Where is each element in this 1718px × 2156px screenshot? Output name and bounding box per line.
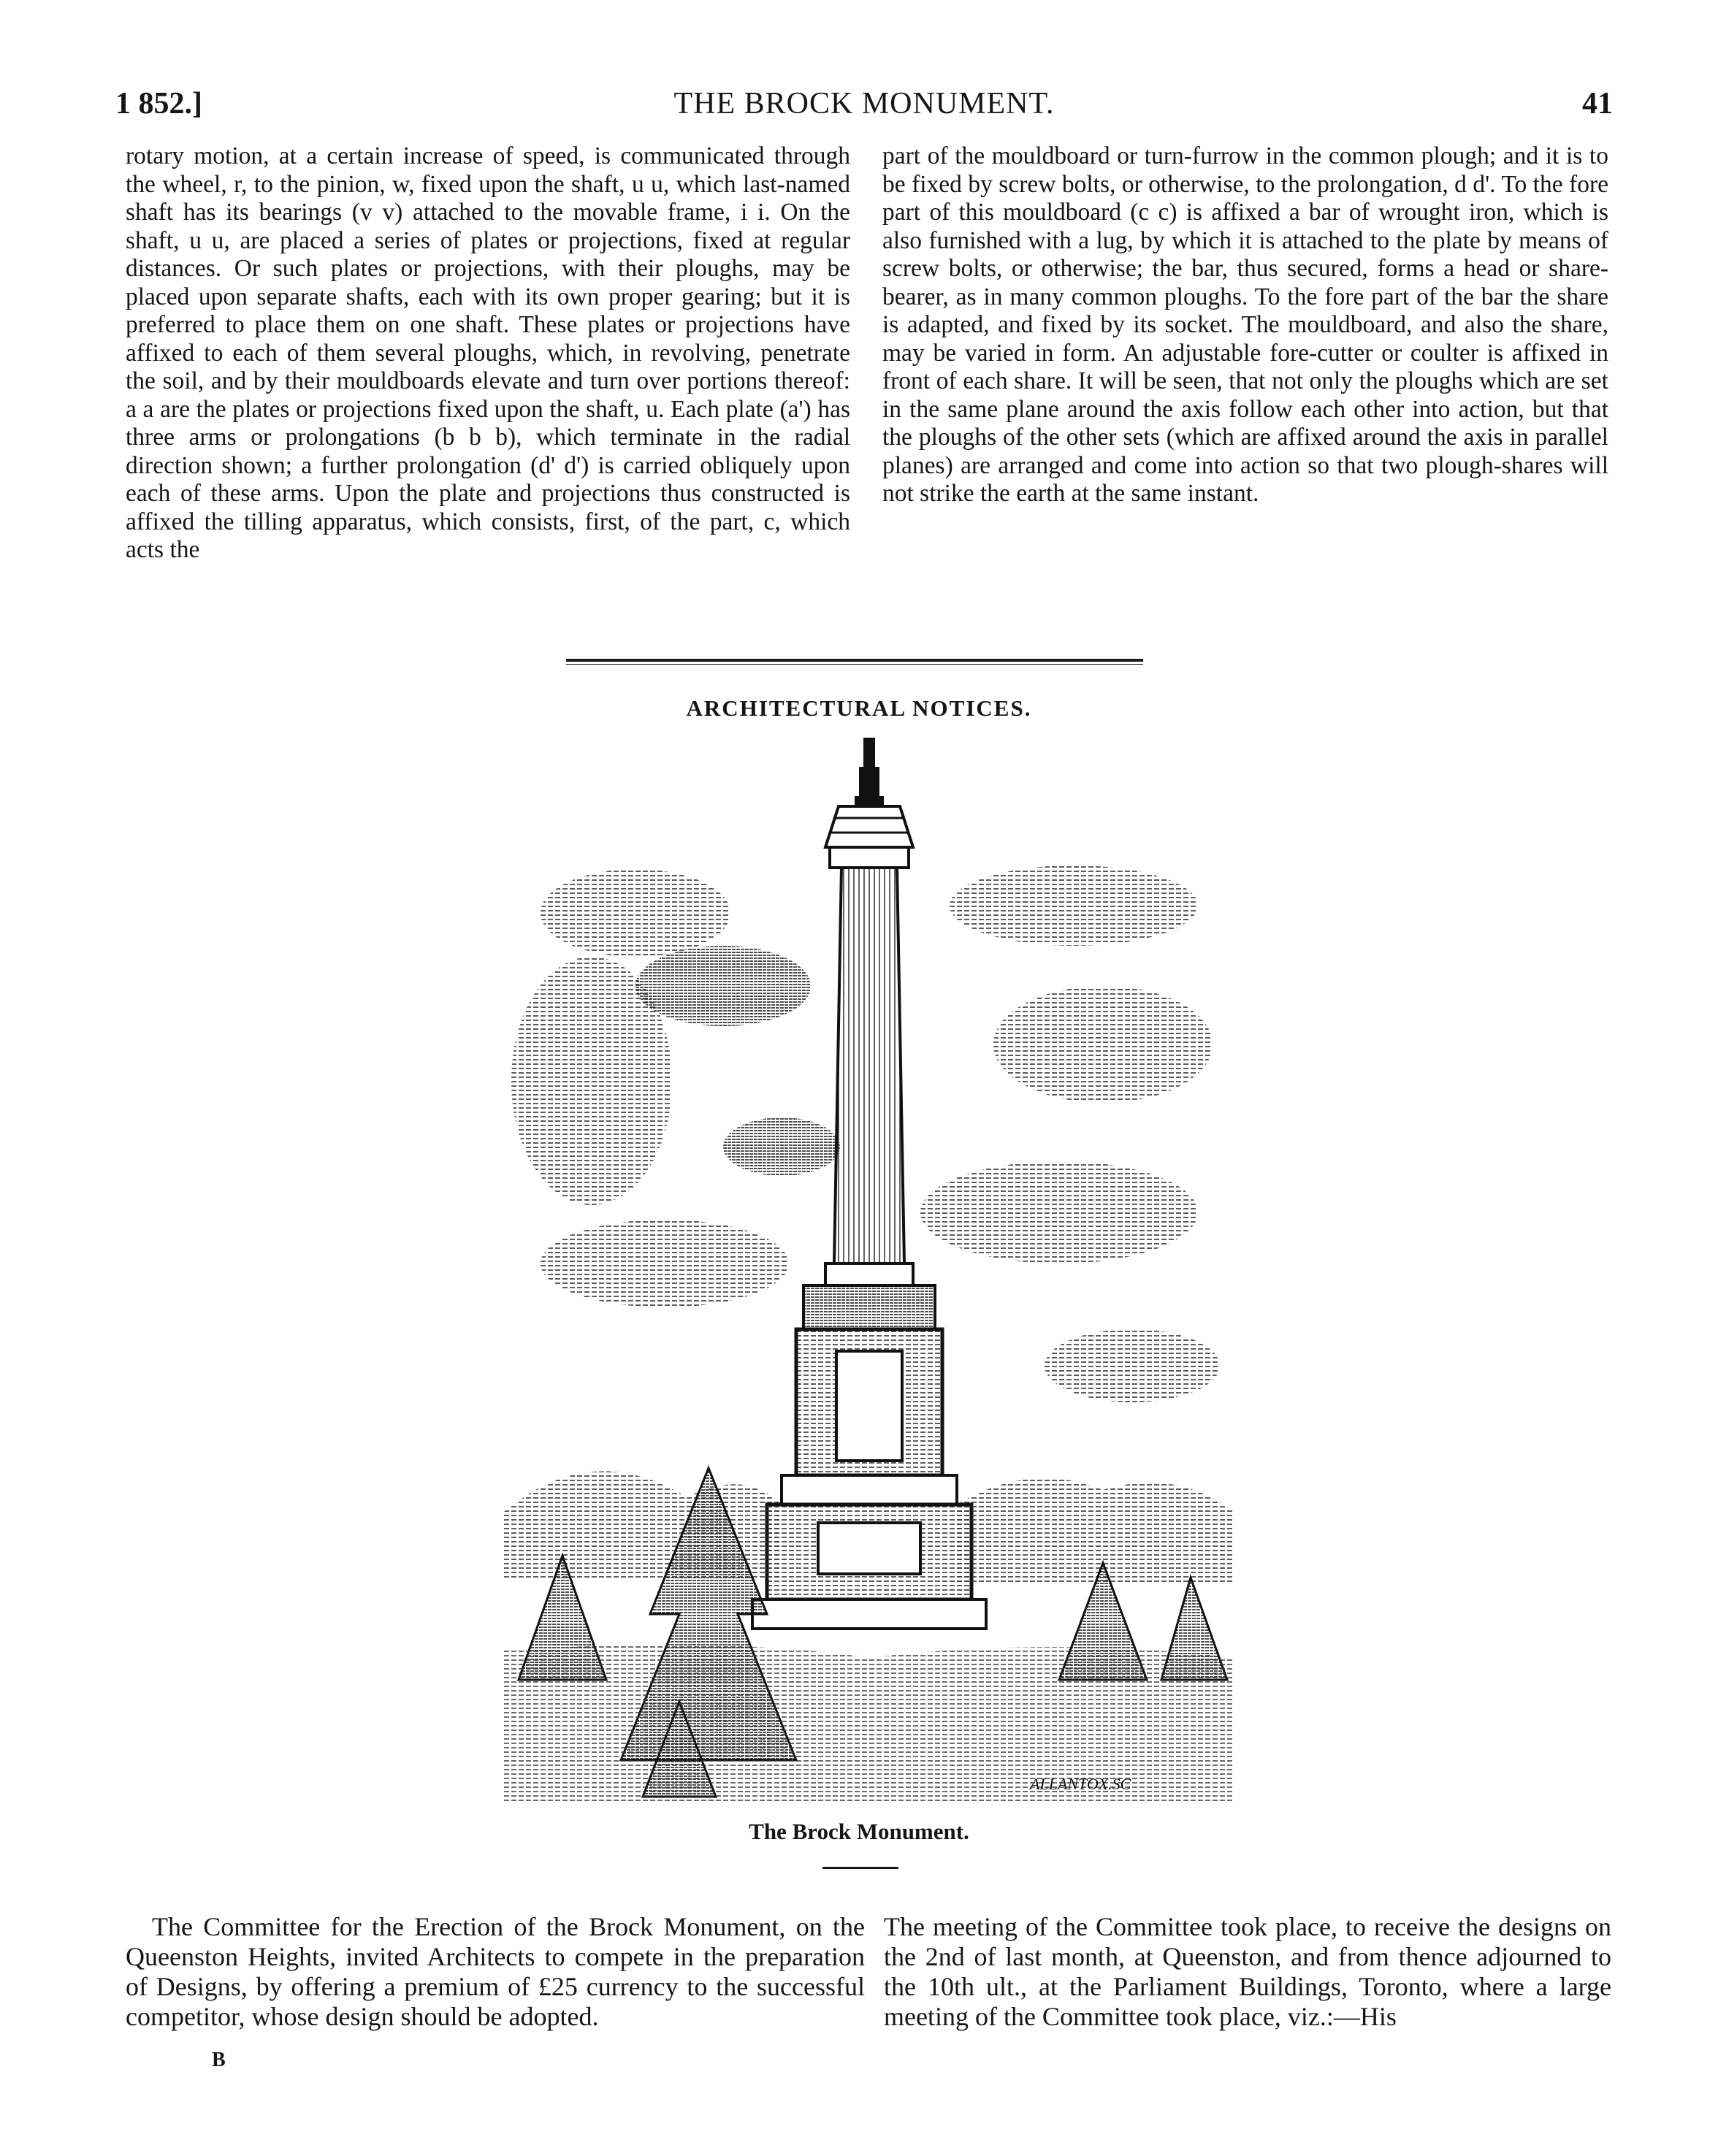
monument-column [825, 806, 913, 1285]
bottom-left-paragraph: The Committee for the Erection of the Brock Monument, on the Queenston Heights, invited Architects to compete in the preparation of Designs, by offering a premium of £25 currency to the successful competitor, whose design should be adopted. [126, 1912, 865, 2031]
top-left-column [126, 142, 850, 565]
top-right-column [882, 142, 1608, 508]
monument-statue [855, 738, 884, 806]
bottom-right-column [884, 1912, 1611, 2032]
running-head [115, 86, 1613, 130]
monument-pedestal [752, 1285, 986, 1629]
bottom-left-column [126, 1912, 865, 2032]
running-head-year: 1 852.] [115, 87, 202, 121]
bottom-right-paragraph: The meeting of the Committee took place, to receive the designs on the 2nd of last month, at Queenston, and from thence adjourned to the 10th ult., at the Parliament Buildings, Toronto, where a large meeting of the Committee took place, viz.:—His [884, 1912, 1611, 2031]
figure-caption: The Brock Monument. [749, 1819, 969, 1844]
top-left-paragraph: rotary motion, at a certain increase of speed, is communicated through the wheel, r, to the pinion, w, fixed upon the shaft, u u, which last-named shaft has its bearings (v v) attached to the movable frame, i i. On the shaft, u u, are placed a series of plates or projections, fixed at regular distances. Or such plates or projections, with their ploughs, may be placed upon separate shafts, each with its own proper gearing; but it is preferred to place them on one shaft. These plates or projections have affixed to each of them several ploughs, which, in revolving, penetrate the soil, and by their mouldboards elevate and turn over portions thereof: a a are the plates or projections fixed upon the shaft, u. Each plate (a') has three arms or prolongations (b b b), which terminate in the radial direction shown; a further prolongation (d' d') is carried obliquely upon each of these arms. Upon the plate and projections thus constructed is affixed the tilling apparatus, which consists, first, of the part, c, which acts the [126, 142, 850, 563]
page-number: 41 [1582, 87, 1613, 121]
engraver-signature: ALLANTOX.SC [1030, 1775, 1131, 1793]
caption-divider [822, 1867, 898, 1869]
section-divider-thin [566, 664, 1143, 665]
running-head-title: THE BROCK MONUMENT. [673, 87, 1055, 121]
section-title: ARCHITECTURAL NOTICES. [686, 695, 1032, 721]
section-divider [566, 659, 1143, 662]
top-right-paragraph: part of the mouldboard or turn-furrow in the common plough; and it is to be fixed by screw bolts, or otherwise, to the prolongation, d d'. To the fore part of this mouldboard (c c) is affixed a bar of wrought iron, which is also furnished with a lug, by which it is attached to the plate by means of screw bolts, or otherwise; the bar, thus secured, forms a head or share-bearer, as in many common ploughs. To the fore part of the bar the share is adapted, and fixed by its socket. The mouldboard, and also the share, may be varied in form. An adjustable fore-cutter or coulter is affixed in front of each share. It will be seen, that not only the ploughs which are set in the same plane around the axis follow each other into action, but that the ploughs of the other sets (which are affixed around the axis in parallel planes) are arranged and come into action so that two plough-shares will not strike the earth at the same instant. [882, 142, 1608, 507]
brock-monument-engraving [504, 738, 1234, 1804]
signature-mark: B [212, 2049, 226, 2071]
